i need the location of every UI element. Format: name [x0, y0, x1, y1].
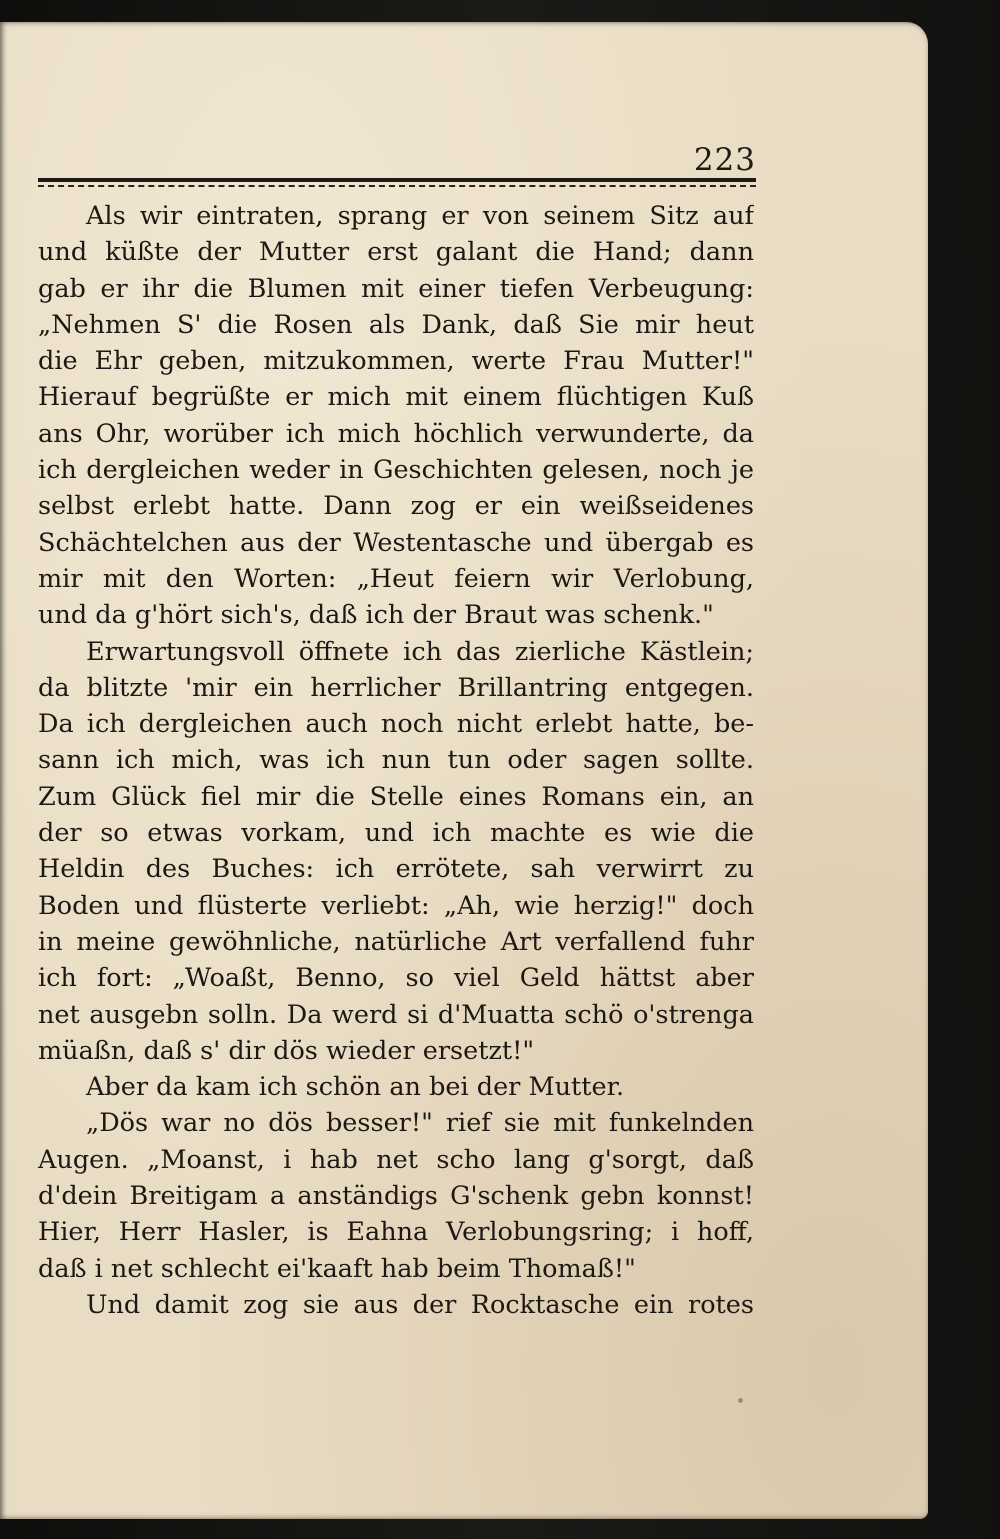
text-line: in meine gewöhnliche, natürliche Art verfallend fuhr [38, 926, 754, 957]
text-line: ans Ohr, worüber ich mich höchlich verwunderte, da [38, 418, 754, 449]
paper-speck [738, 1398, 743, 1403]
text-line: Da ich dergleichen auch noch nicht erlebt hatte, be- [38, 709, 754, 740]
text-line: net ausgebn solln. Da werd si d'Muatta schö o'strenga [38, 999, 754, 1030]
text-line: „Dös war no dös besser!" rief sie mit funkelnden [86, 1108, 754, 1139]
text-line: gab er ihr die Blumen mit einer tiefen Verbeugung: [38, 273, 754, 304]
text-line: Und damit zog sie aus der Rocktasche ein rotes [86, 1289, 754, 1320]
text-line: ich dergleichen weder in Geschichten gelesen, noch je [38, 455, 754, 486]
text-line: „Nehmen S' die Rosen als Dank, daß Sie mir heut [38, 309, 754, 340]
text-line: Hier, Herr Hasler, is Eahna Verlobungsring; i hoff, [38, 1217, 754, 1248]
header-rule-dash [38, 185, 756, 187]
body-text [38, 198, 754, 1323]
text-line: der so etwas vorkam, und ich machte es wie die [38, 818, 754, 849]
text-line: Schächtelchen aus der Westentasche und übergab es [38, 527, 754, 558]
text-line: die Ehr geben, mitzukommen, werte Frau Mutter!" [38, 346, 754, 377]
text-line: Erwartungsvoll öffnete ich das zierliche Kästlein; [86, 636, 754, 667]
text-line: da blitzte 'mir ein herrlicher Brillantring entgegen. [38, 672, 754, 703]
header-rule [38, 178, 756, 182]
text-line: Als wir eintraten, sprang er von seinem Sitz auf [86, 201, 754, 231]
text-line: und da g'hört sich's, daß ich der Braut was schenk." [38, 600, 714, 631]
text-line: selbst erlebt hatte. Dann zog er ein weißseidenes [38, 491, 754, 522]
text-line: d'dein Breitigam a anständigs G'schenk gebn konnst! [38, 1181, 754, 1212]
text-line: Aber da kam ich schön an bei der Mutter. [86, 1072, 625, 1103]
text-line: Augen. „Moanst, i hab net scho lang g'sorgt, daß [38, 1144, 754, 1175]
text-line: Heldin des Buches: ich errötete, sah verwirrt zu [38, 854, 754, 885]
text-line: müaßn, daß s' dir dös wieder ersetzt!" [38, 1035, 535, 1066]
page-number: 223 [693, 142, 756, 178]
text-line: Boden und flüsterte verliebt: „Ah, wie herzig!" doch [38, 890, 754, 921]
text-line: ich fort: „Woaßt, Benno, so viel Geld hättst aber [38, 963, 754, 994]
text-line: sann ich mich, was ich nun tun oder sagen sollte. [38, 745, 754, 776]
text-line: mir mit den Worten: „Heut feiern wir Verlobung, [38, 563, 754, 594]
text-line: Hierauf begrüßte er mich mit einem flüchtigen Kuß [38, 382, 754, 413]
text-line: Zum Glück fiel mir die Stelle eines Romans ein, an [38, 781, 754, 812]
book-page [0, 22, 928, 1519]
text-line: daß i net schlecht ei'kaaft hab beim Thomaß!" [38, 1253, 636, 1284]
text-line: und küßte der Mutter erst galant die Hand; dann [38, 237, 754, 268]
